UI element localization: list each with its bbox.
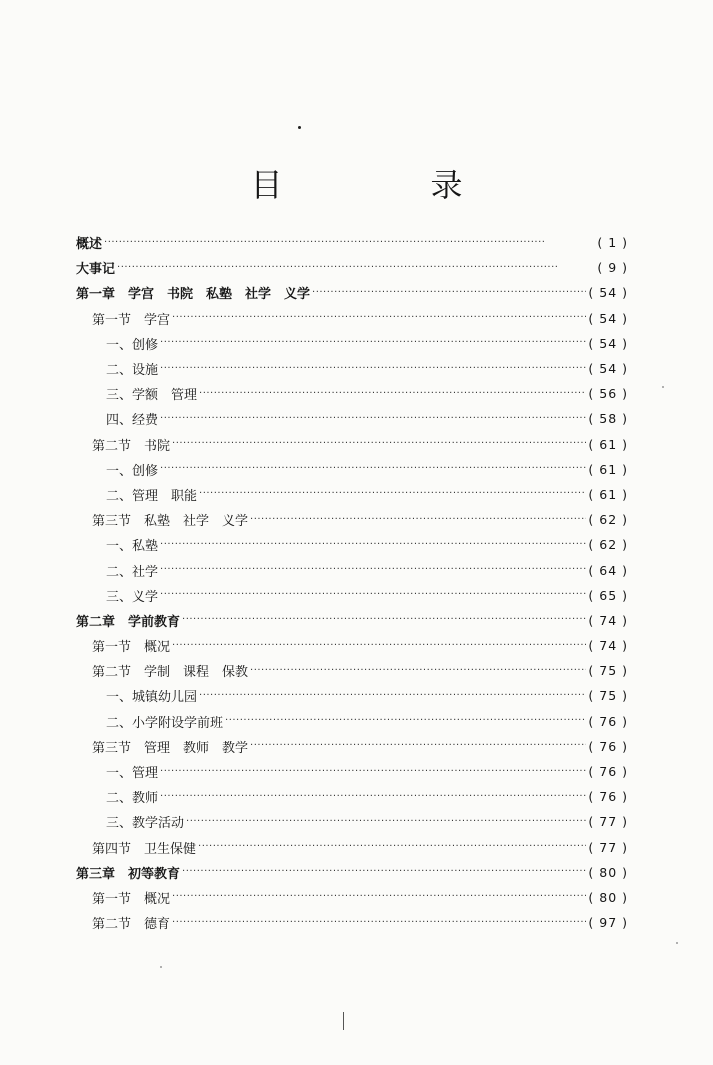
leader-dots: [186, 817, 586, 827]
scan-speck: [662, 386, 664, 388]
toc-entry-label: 三、义学: [106, 586, 160, 605]
leader-dots: [250, 515, 586, 525]
toc-entry-label: 第四节 卫生保健: [92, 838, 198, 857]
leader-dots: [160, 767, 586, 777]
leader-dots: [117, 263, 595, 273]
toc-entry-page: ( 61 ): [588, 486, 628, 502]
leader-dots: [198, 842, 586, 852]
toc-entry-label: 二、社学: [106, 561, 160, 580]
leader-dots: [160, 364, 586, 374]
toc-entry-page: ( 1 ): [597, 235, 628, 251]
leader-dots: [160, 540, 586, 550]
toc-entry-label: 第一节 概况: [92, 636, 172, 655]
toc-entry-page: ( 76 ): [588, 764, 628, 780]
toc-entry-label: 第一节 概况: [92, 888, 172, 907]
toc-entry-label: 一、私塾: [106, 535, 160, 554]
toc-entry-label: 第二节 学制 课程 保教: [92, 661, 250, 680]
toc-entry: [76, 507, 628, 532]
toc-entry-label: 二、教师: [106, 787, 160, 806]
toc-entry-label: 第二章 学前教育: [76, 611, 182, 630]
toc-entry-page: ( 54 ): [588, 335, 628, 351]
leader-dots: [225, 716, 586, 726]
toc-entry: [76, 709, 628, 734]
toc-entry-label: 第二节 德育: [92, 913, 172, 932]
toc-entry-page: ( 74 ): [588, 612, 628, 628]
toc-entry: [76, 230, 628, 255]
toc-entry-label: 二、设施: [106, 359, 160, 378]
toc-entry-page: ( 77 ): [588, 814, 628, 830]
leader-dots: [250, 741, 586, 751]
leader-dots: [160, 590, 586, 600]
toc-entry-label: 大事记: [76, 258, 117, 277]
toc-entry: [76, 784, 628, 809]
toc-entry-page: ( 80 ): [588, 864, 628, 880]
toc-entry: [76, 683, 628, 708]
toc-entry-page: ( 54 ): [588, 285, 628, 301]
leader-dots: [172, 892, 586, 902]
toc-entry: [76, 885, 628, 910]
toc-entry-page: ( 56 ): [588, 386, 628, 402]
toc-entry: [76, 608, 628, 633]
leader-dots: [172, 439, 586, 449]
leader-dots: [160, 464, 586, 474]
toc-entry-page: ( 9 ): [597, 260, 628, 276]
toc-entry-page: ( 76 ): [588, 789, 628, 805]
toc-entry: [76, 406, 628, 431]
toc-entry-label: 二、管理 职能: [106, 485, 199, 504]
toc-entry: [76, 280, 628, 305]
binding-mark: [343, 1012, 344, 1030]
toc-entry-label: 一、管理: [106, 762, 160, 781]
toc-entry-label: 第一节 学宫: [92, 309, 172, 328]
toc-entry: [76, 331, 628, 356]
leader-dots: [160, 414, 586, 424]
toc-entry: [76, 910, 628, 935]
toc-entry-label: 一、城镇幼儿园: [106, 686, 199, 705]
leader-dots: [160, 338, 586, 348]
toc-entry: [76, 306, 628, 331]
toc-entry: [76, 482, 628, 507]
toc-entry-label: 一、创修: [106, 334, 160, 353]
toc-entry: [76, 381, 628, 406]
toc-entry-page: ( 75 ): [588, 663, 628, 679]
toc-entry: [76, 809, 628, 834]
toc-entry-label: 第三章 初等教育: [76, 863, 182, 882]
toc-entry-page: ( 62 ): [588, 537, 628, 553]
leader-dots: [182, 867, 586, 877]
toc-entry-page: ( 80 ): [588, 889, 628, 905]
toc-entry-page: ( 54 ): [588, 310, 628, 326]
toc-entry-page: ( 61 ): [588, 436, 628, 452]
toc-entry: [76, 457, 628, 482]
table-of-contents: [76, 230, 628, 935]
toc-entry: [76, 255, 628, 280]
toc-entry: [76, 557, 628, 582]
toc-entry: [76, 759, 628, 784]
toc-entry: [76, 835, 628, 860]
toc-entry-page: ( 75 ): [588, 688, 628, 704]
leader-dots: [182, 615, 586, 625]
scan-speck: [676, 942, 678, 944]
leader-dots: [104, 238, 595, 248]
leader-dots: [199, 691, 586, 701]
leader-dots: [160, 565, 586, 575]
toc-entry-page: ( 74 ): [588, 638, 628, 654]
toc-entry-page: ( 64 ): [588, 562, 628, 578]
leader-dots: [312, 288, 586, 298]
toc-entry-label: 第二节 书院: [92, 435, 172, 454]
toc-entry-label: 二、小学附设学前班: [106, 712, 225, 731]
toc-entry: [76, 658, 628, 683]
leader-dots: [199, 389, 586, 399]
toc-entry: [76, 532, 628, 557]
toc-entry: [76, 860, 628, 885]
toc-entry-page: ( 61 ): [588, 461, 628, 477]
toc-entry-page: ( 58 ): [588, 411, 628, 427]
toc-entry-label: 三、学额 管理: [106, 384, 199, 403]
leader-dots: [172, 313, 586, 323]
toc-entry-label: 概述: [76, 233, 104, 252]
toc-entry-page: ( 54 ): [588, 361, 628, 377]
leader-dots: [172, 641, 586, 651]
page-mark: [298, 126, 301, 129]
toc-entry-label: 四、经费: [106, 409, 160, 428]
toc-entry-page: ( 76 ): [588, 738, 628, 754]
toc-entry: [76, 633, 628, 658]
scan-speck: [160, 966, 162, 968]
toc-entry-page: ( 62 ): [588, 512, 628, 528]
toc-entry-label: 第一章 学宫 书院 私塾 社学 义学: [76, 283, 312, 302]
page-title: 目 录: [250, 166, 521, 204]
toc-entry: [76, 432, 628, 457]
toc-entry-label: 一、创修: [106, 460, 160, 479]
toc-entry: [76, 734, 628, 759]
toc-entry-label: 三、教学活动: [106, 812, 186, 831]
toc-entry-page: ( 97 ): [588, 915, 628, 931]
toc-entry: [76, 583, 628, 608]
leader-dots: [172, 918, 586, 928]
leader-dots: [160, 792, 586, 802]
leader-dots: [199, 489, 586, 499]
toc-entry: [76, 356, 628, 381]
toc-entry-label: 第三节 私塾 社学 义学: [92, 510, 250, 529]
leader-dots: [250, 666, 586, 676]
toc-entry-page: ( 76 ): [588, 713, 628, 729]
toc-entry-page: ( 77 ): [588, 839, 628, 855]
toc-entry-label: 第三节 管理 教师 教学: [92, 737, 250, 756]
toc-entry-page: ( 65 ): [588, 587, 628, 603]
